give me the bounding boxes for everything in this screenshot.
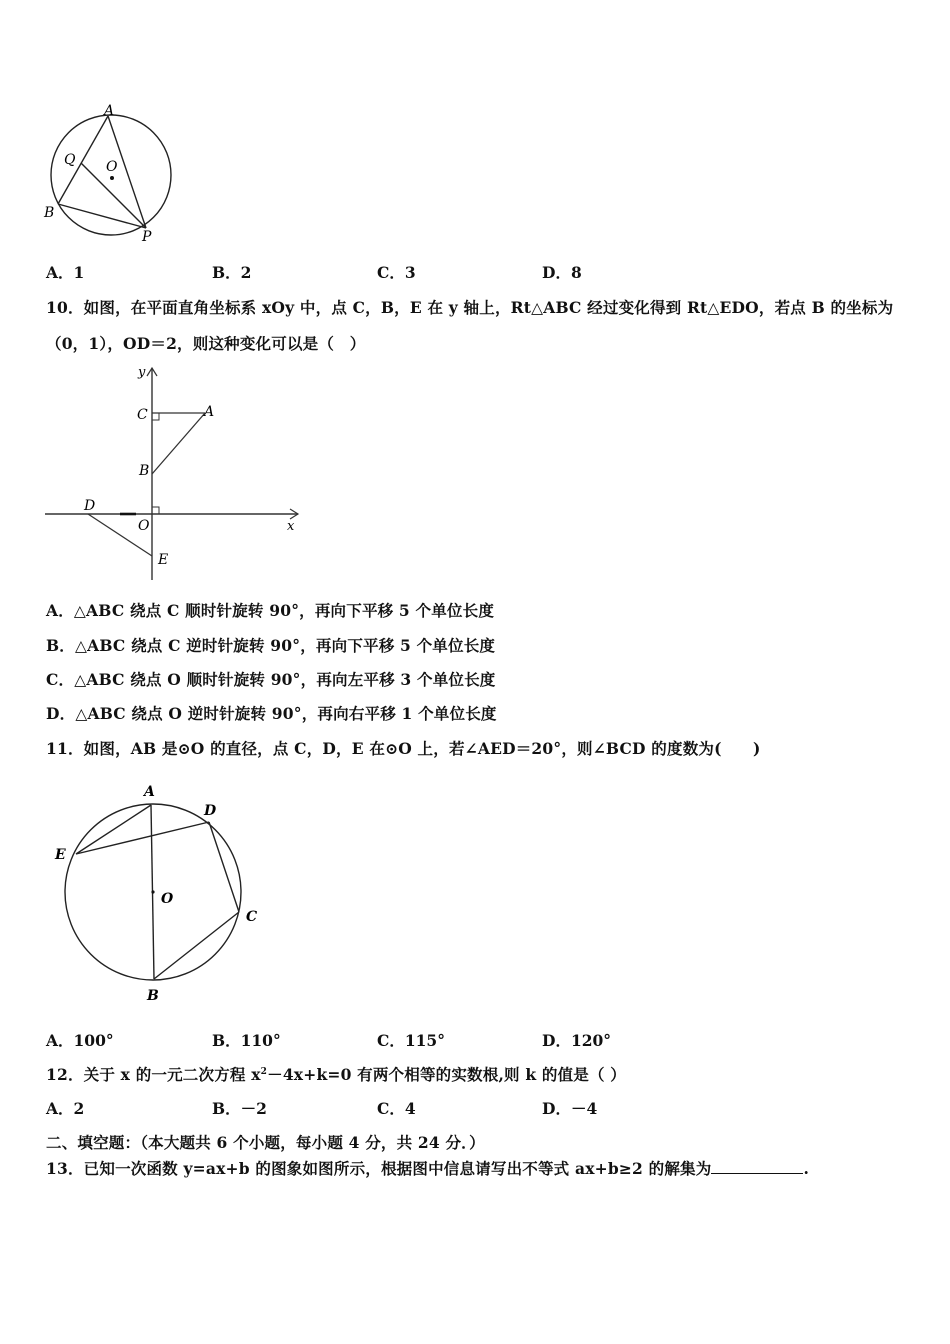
q12-stem-post: －4x+k=0 有两个相等的实数根,则 k 的值是（ ）	[267, 1065, 626, 1084]
q9-label-b: B	[44, 205, 55, 221]
section2-heading: 二、填空题：（本大题共 6 个小题，每小题 4 分，共 24 分．）	[46, 1133, 485, 1152]
q10-label-e: E	[158, 552, 169, 568]
q11-option-b: B．110°	[212, 1031, 281, 1050]
q11-stem: 11．如图，AB 是⊙O 的直径，点 C，D，E 在⊙O 上，若∠AED＝20°，则∠BCD 的度数为( )	[46, 739, 761, 758]
q10-option-a: A．△ABC 绕点 C 顺时针旋转 90°，再向下平移 5 个单位长度	[46, 601, 495, 620]
q10-label-x: x	[287, 519, 295, 534]
q11-label-e: E	[55, 847, 66, 863]
q10-right-angle-o	[152, 507, 159, 514]
q9-line-bp	[58, 204, 146, 228]
q13-tail: .	[803, 1159, 810, 1178]
q9-label-q: Q	[64, 152, 76, 168]
q9-option-c: C．3	[377, 263, 416, 282]
q9-option-a: A．1	[46, 263, 85, 282]
q11-label-d: D	[204, 803, 217, 819]
q13-answer-blank	[711, 1159, 803, 1174]
q12-option-d: D．－4	[542, 1099, 598, 1118]
q11-label-c: C	[246, 909, 258, 925]
q11-line-ed	[76, 822, 209, 854]
q9-option-b: B．2	[212, 263, 252, 282]
q10-option-d: D．△ABC 绕点 O 逆时针旋转 90°，再向右平移 1 个单位长度	[46, 704, 497, 723]
q12-option-a: A．2	[46, 1099, 85, 1118]
q11-line-dc	[209, 822, 239, 912]
q9-center-dot	[110, 176, 114, 180]
q10-label-y: y	[138, 365, 146, 380]
q9-label-o: O	[106, 159, 118, 175]
q9-circle-figure	[40, 100, 185, 245]
q12-option-c: C．4	[377, 1099, 416, 1118]
q12-stem-sup: 2	[260, 1066, 268, 1077]
q13-stem-line	[46, 1157, 809, 1179]
q10-label-b: B	[139, 463, 150, 479]
q9-circle	[51, 115, 171, 235]
q12-option-b: B．－2	[212, 1099, 267, 1118]
q10-label-d: D	[84, 498, 96, 514]
q10-label-o: O	[138, 518, 150, 534]
q10-option-b: B．△ABC 绕点 C 逆时针旋转 90°，再向下平移 5 个单位长度	[46, 636, 496, 655]
q11-label-b: B	[147, 988, 159, 1004]
q9-label-a: A	[104, 103, 115, 119]
q10-label-c: C	[137, 407, 148, 423]
q10-stem-line1: 10．如图，在平面直角坐标系 xOy 中，点 C，B，E 在 y 轴上，Rt△ABC 经过变化得到 Rt△EDO，若点 B 的坐标为	[46, 298, 894, 317]
q13-stem: 13．已知一次函数 y=ax+b 的图象如图所示，根据图中信息请写出不等式 ax+b≥2 的解集为	[46, 1159, 712, 1178]
q10-stem-line2: （0，1），OD＝2，则这种变化可以是（ ）	[46, 334, 366, 353]
q11-option-d: D．120°	[542, 1031, 612, 1050]
q10-line-ab	[152, 413, 205, 474]
q12-stem	[46, 1063, 626, 1085]
q11-circle-figure	[40, 775, 280, 1010]
q11-line-ea	[76, 805, 151, 854]
q11-label-a: A	[144, 784, 155, 800]
q9-label-p: P	[142, 229, 152, 245]
q10-right-angle-c	[152, 413, 159, 420]
q11-option-a: A．100°	[46, 1031, 114, 1050]
q11-label-o: O	[161, 891, 174, 907]
q10-option-c: C．△ABC 绕点 O 顺时针旋转 90°，再向左平移 3 个单位长度	[46, 670, 496, 689]
q11-option-c: C．115°	[377, 1031, 445, 1050]
q9-option-d: D．8	[542, 263, 582, 282]
q11-center-dot	[151, 890, 154, 893]
q12-stem-pre: 12．关于 x 的一元二次方程 x	[46, 1065, 261, 1084]
q10-coordinate-figure	[40, 360, 310, 585]
q10-label-a: A	[204, 404, 215, 420]
